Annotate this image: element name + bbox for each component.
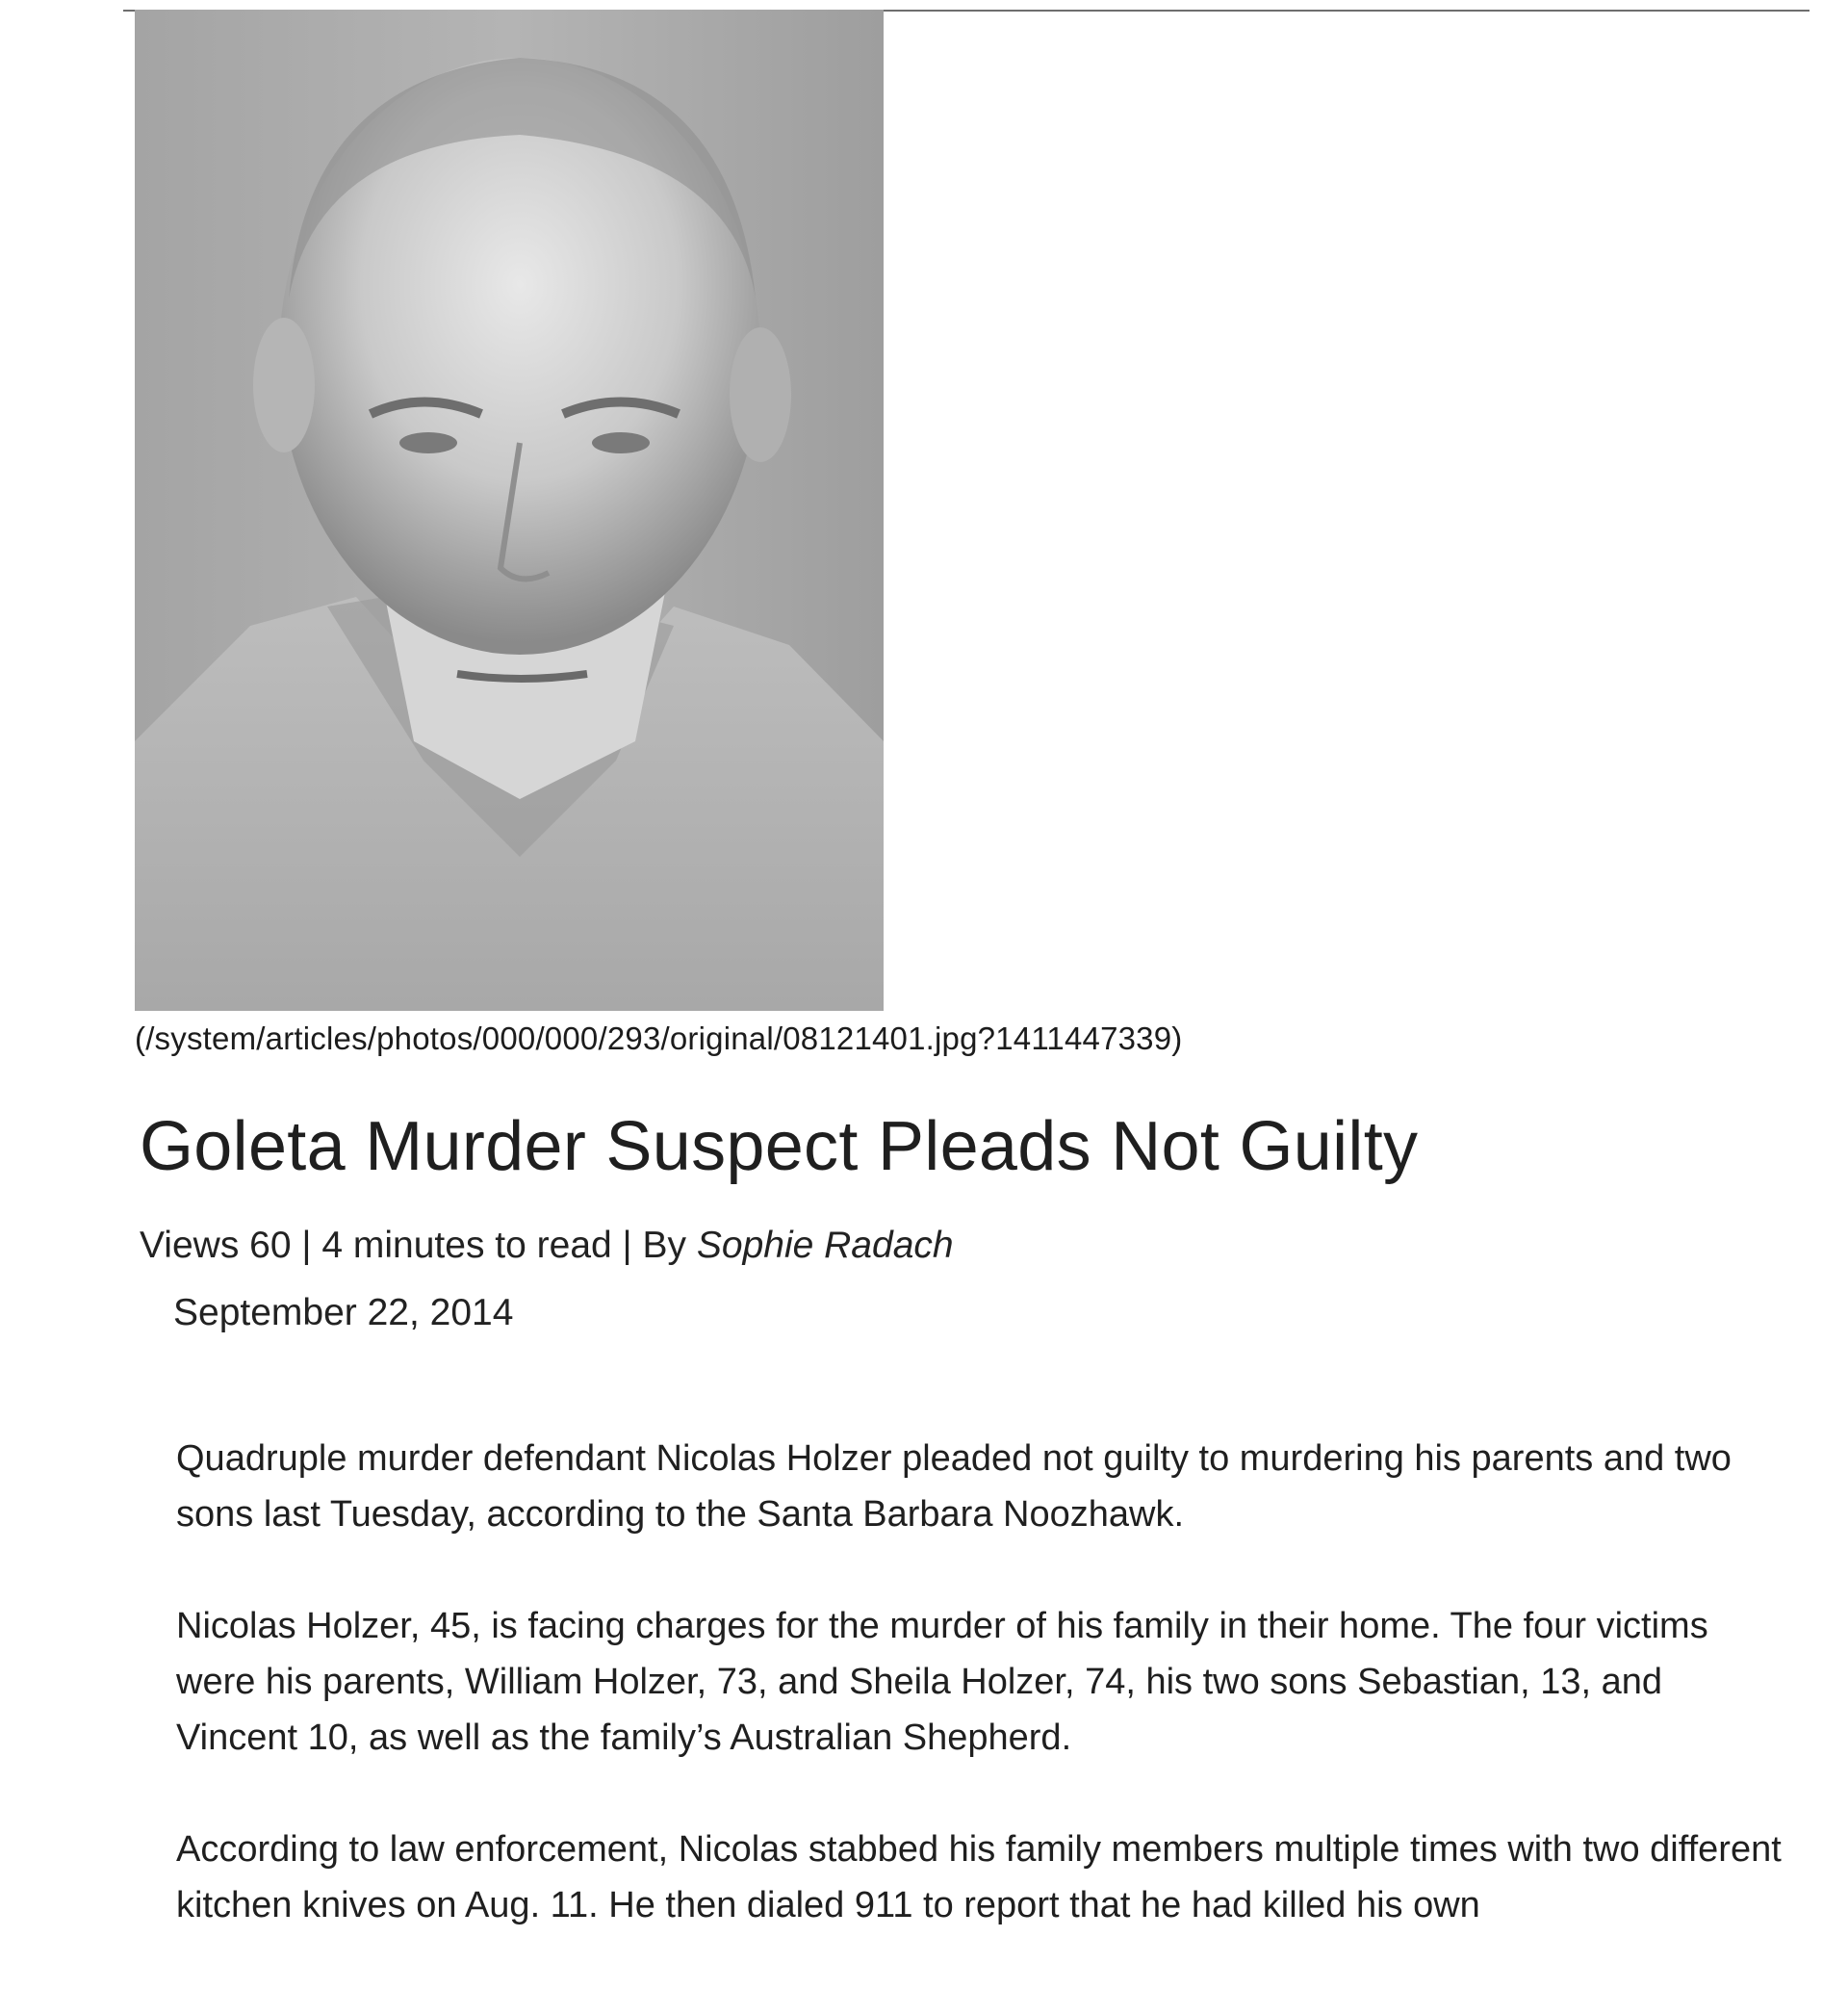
article-body (176, 1431, 1793, 1989)
photo-caption[interactable]: (/system/articles/photos/000/000/293/original/08121401.jpg?1411447339) (135, 1020, 1183, 1056)
views-count: Views 60 (140, 1225, 292, 1266)
meta-separator: | (611, 1225, 643, 1266)
paragraph: According to law enforcement, Nicolas stabbed his family members multiple times with two different kitchen knives on Aug. 11. He then dialed 911 to report that he had killed his own (176, 1829, 1782, 1925)
meta-separator: | (291, 1225, 322, 1266)
article-meta (140, 1225, 954, 1267)
publish-date: September 22, 2014 (173, 1292, 514, 1333)
paragraph: Quadruple murder defendant Nicolas Holzer pleaded not guilty to murdering his parents and two sons last Tuesday, according to the Santa Barbara Noozhawk. (176, 1438, 1732, 1535)
by-label: By (642, 1225, 697, 1266)
author-name: Sophie Radach (696, 1225, 954, 1266)
paragraph: Nicolas Holzer, 45, is facing charges for the murder of his family in their home. The four victims were his parents, William Holzer, 73, and Sheila Holzer, 74, his two sons Sebastian, 13, and Vincent 10, as well as the family’s Australian Shepherd. (176, 1606, 1708, 1758)
read-time: 4 minutes to read (321, 1225, 612, 1266)
article-headline: Goleta Murder Suspect Pleads Not Guilty (140, 1108, 1419, 1185)
article-photo (135, 10, 884, 1011)
